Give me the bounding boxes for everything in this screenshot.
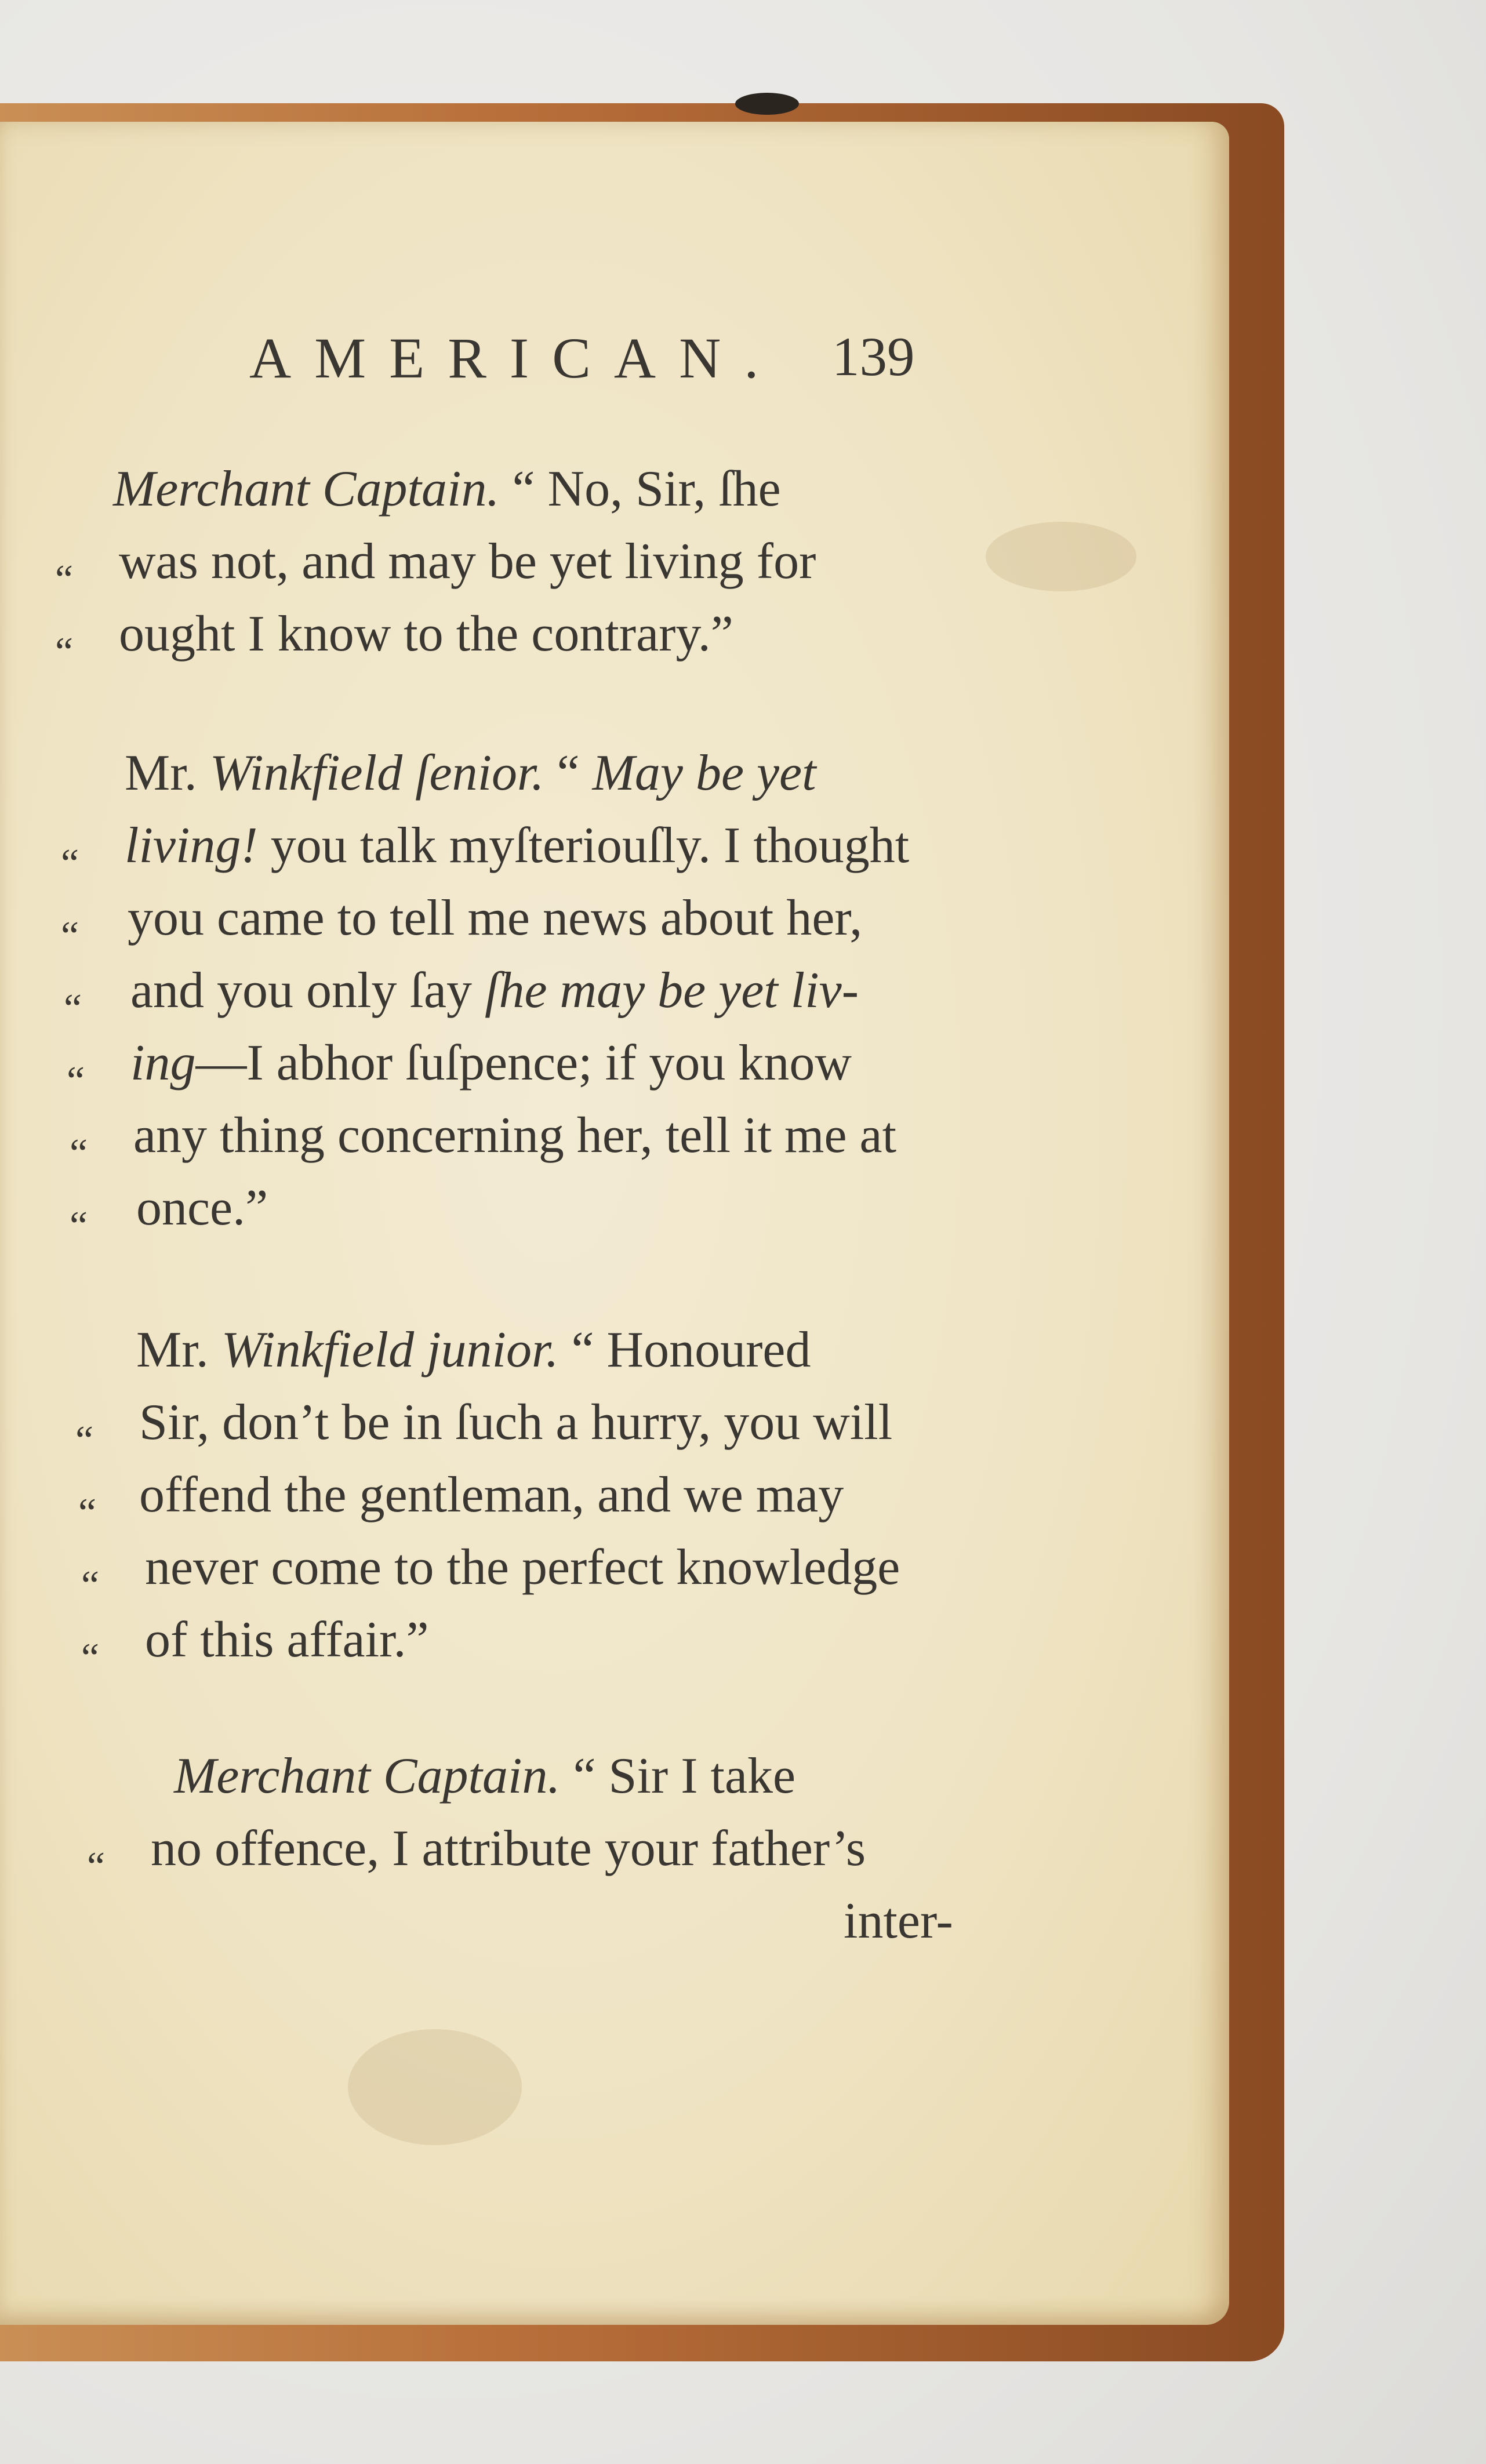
quote-mark: “: [81, 1563, 100, 1608]
quote-mark: “: [55, 557, 74, 602]
text-line: [130, 962, 859, 1019]
emphasis-text: May be yet: [592, 745, 816, 801]
text-line: you came to tell me news about her,: [128, 890, 863, 946]
quote-mark: “: [70, 1131, 88, 1176]
text-line: once.”: [136, 1180, 268, 1236]
emphasis-text: living!: [125, 817, 258, 874]
text-line: [125, 745, 816, 801]
text-line: Sir, don’t be in ſuch a hurry, you will: [139, 1394, 893, 1451]
text-line: no offence, I attribute your father’s: [151, 1820, 866, 1877]
speaker-name: Winkfield ſenior.: [209, 745, 544, 801]
line-text: “ Honoured: [558, 1322, 811, 1378]
text-line: of this affair.”: [145, 1612, 429, 1668]
text-line: ought I know to the contrary.”: [119, 606, 733, 662]
catchword: inter-: [844, 1893, 953, 1949]
page-number: 139: [832, 326, 915, 387]
running-title: AMERICAN.: [249, 326, 782, 390]
emphasis-text: ſhe may be yet liv-: [485, 962, 859, 1019]
quote-mark: “: [78, 1491, 97, 1535]
text-line: was not, and may be yet living for: [119, 533, 816, 590]
text-line: [174, 1748, 796, 1804]
quote-mark: “: [70, 1204, 88, 1248]
quote-mark: “: [61, 841, 79, 886]
text-line: [125, 817, 910, 874]
line-text: —I abhor ſuſpence; if you know: [195, 1035, 852, 1091]
text-line: never come to the perfect knowledge: [145, 1539, 900, 1596]
speaker-name: Merchant Captain.: [174, 1748, 561, 1804]
text-line: [113, 461, 781, 517]
line-text: “: [544, 745, 593, 801]
line-text: and you only ſay: [130, 962, 485, 1019]
quote-mark: “: [67, 1059, 85, 1103]
line-text: “ Sir I take: [560, 1748, 796, 1804]
quote-mark: “: [64, 986, 82, 1031]
quote-mark: “: [81, 1636, 100, 1680]
line-text: “ No, Sir, ſhe: [499, 461, 781, 517]
paper-stain: [348, 2029, 522, 2145]
paper-stain: [986, 522, 1136, 591]
text-line: offend the gentleman, and we may: [139, 1467, 844, 1523]
line-prefix: Mr.: [125, 745, 210, 801]
text-line: any thing concerning her, tell it me at: [133, 1107, 897, 1164]
quote-mark: “: [55, 630, 74, 674]
quote-mark: “: [75, 1418, 94, 1463]
speaker-name: Merchant Captain.: [113, 461, 500, 517]
emphasis-text: ing: [130, 1035, 196, 1091]
text-line: [136, 1322, 811, 1378]
speaker-name: Winkfield junior.: [221, 1322, 559, 1378]
quote-mark: “: [61, 914, 79, 958]
line-prefix: Mr.: [136, 1322, 221, 1378]
binding-mark: [735, 93, 799, 115]
line-text: you talk myſteriouſly. I thought: [257, 817, 910, 874]
text-line: [130, 1035, 852, 1091]
quote-mark: “: [87, 1844, 106, 1889]
